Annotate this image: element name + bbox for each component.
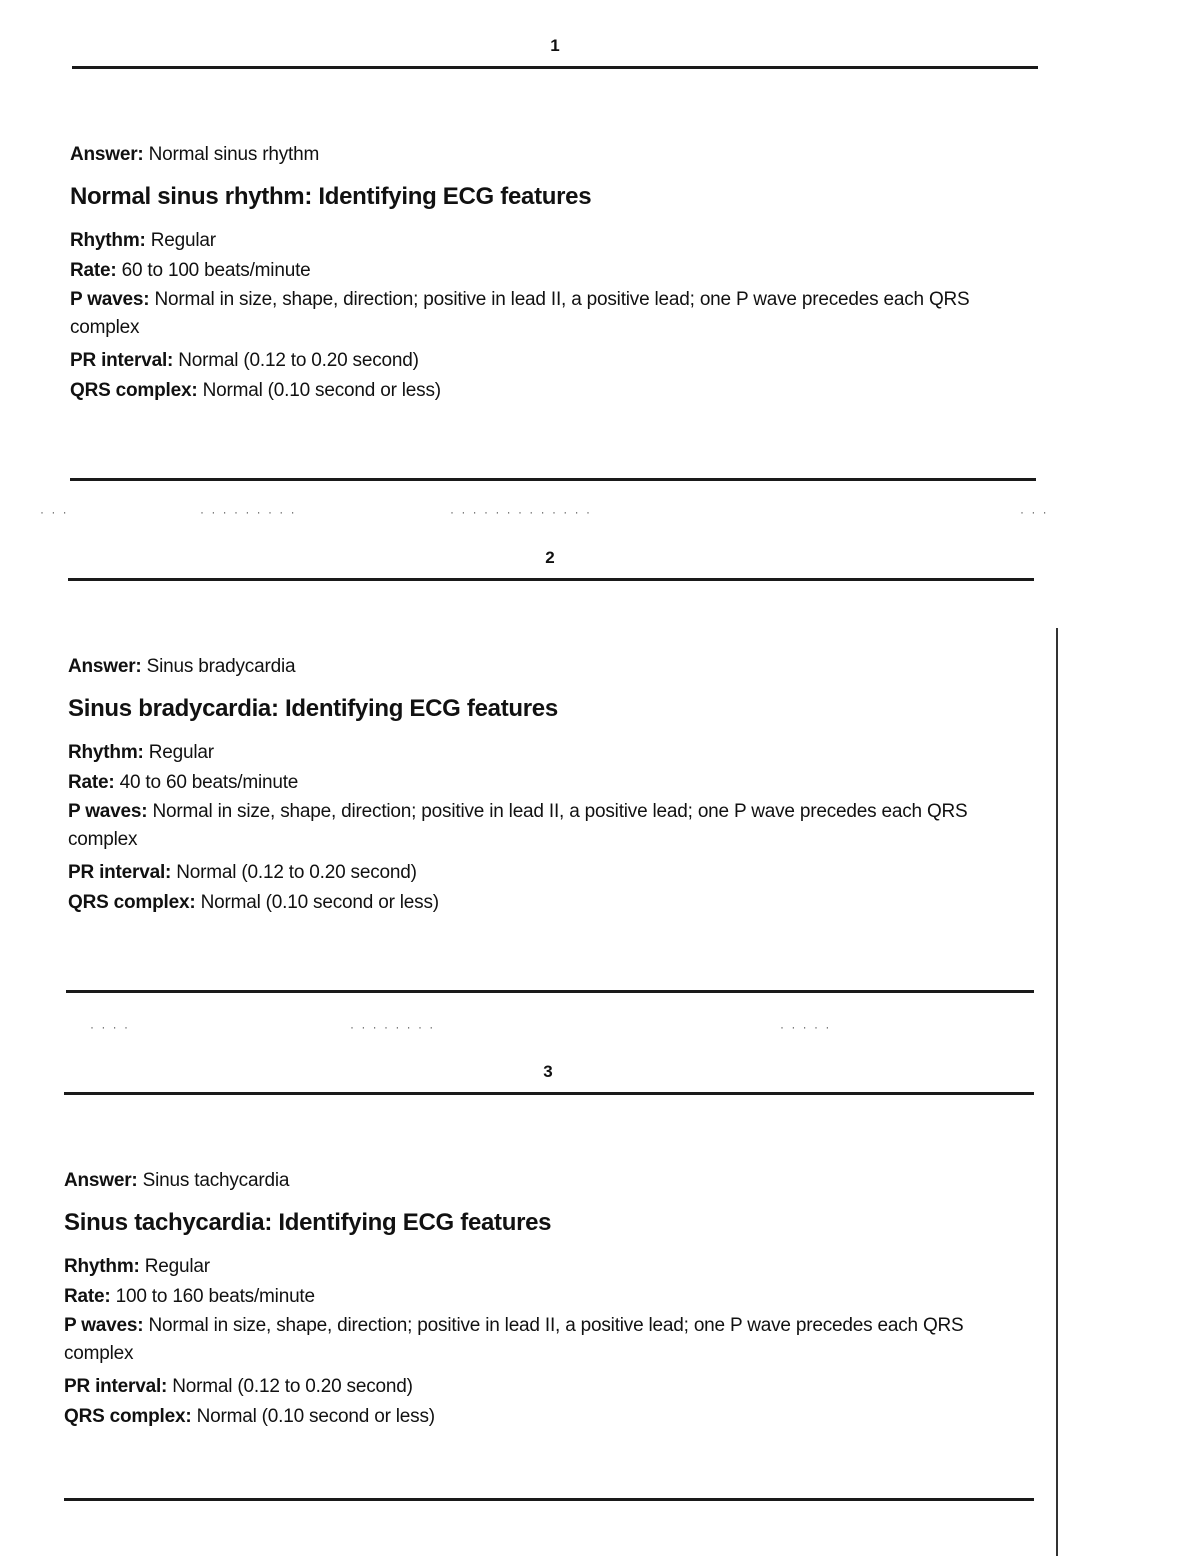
feature-label: QRS complex: (70, 380, 198, 401)
feature-value: Normal in size, shape, direction; positive in lead II, a positive lead; one P wave precedes each QRS complex (68, 801, 968, 850)
feature-rate (64, 1282, 1014, 1312)
feature-rhythm (70, 226, 1020, 256)
feature-pr-interval (68, 858, 1018, 888)
feature-p-waves (64, 1312, 1014, 1368)
feature-label: P waves: (70, 289, 150, 310)
feature-label: P waves: (68, 801, 148, 822)
answer-value: Sinus tachycardia (142, 1170, 290, 1191)
top-rule (68, 578, 1034, 581)
answer-line (70, 144, 319, 166)
feature-label: PR interval: (64, 1376, 168, 1397)
perforation-dots: · · · · · · · · · · · · · (450, 505, 592, 519)
perforation-dots: · · · · · · · · (350, 1020, 436, 1034)
feature-value: 100 to 160 beats/minute (115, 1286, 315, 1307)
feature-value: Regular (144, 1256, 210, 1277)
feature-value: Normal (0.12 to 0.20 second) (176, 862, 417, 883)
features-list (64, 1252, 1014, 1432)
feature-value: Normal in size, shape, direction; positive in lead II, a positive lead; one P wave precedes each QRS complex (64, 1315, 964, 1364)
feature-value: Normal (0.10 second or less) (202, 380, 441, 401)
feature-rhythm (68, 738, 1018, 768)
flashcard-3 (0, 1026, 1200, 1538)
feature-value: 60 to 100 beats/minute (121, 260, 311, 281)
card-number: 3 (543, 1062, 553, 1081)
answer-label: Answer: (68, 656, 142, 677)
bottom-rule (66, 990, 1034, 993)
flashcard-2 (0, 512, 1200, 1034)
feature-value: Normal (0.10 second or less) (200, 892, 439, 913)
card-heading: Sinus tachycardia: Identifying ECG features (64, 1209, 552, 1236)
feature-label: PR interval: (68, 862, 172, 883)
feature-pr-interval (64, 1372, 1014, 1402)
feature-label: Rhythm: (64, 1256, 140, 1277)
bottom-rule (64, 1498, 1034, 1501)
flashcard-1 (0, 0, 1200, 519)
feature-value: Normal (0.12 to 0.20 second) (178, 350, 419, 371)
feature-label: PR interval: (70, 350, 174, 371)
features-list (68, 738, 1018, 918)
feature-value: Normal in size, shape, direction; positive in lead II, a positive lead; one P wave precedes each QRS complex (70, 289, 970, 338)
answer-label: Answer: (64, 1170, 138, 1191)
card-heading: Normal sinus rhythm: Identifying ECG features (70, 183, 592, 210)
feature-label: Rate: (68, 772, 115, 793)
feature-value: Regular (150, 230, 216, 251)
card-number: 2 (545, 548, 555, 567)
feature-rate (70, 256, 1020, 286)
perforation-dots: · · · (40, 505, 69, 519)
feature-label: Rhythm: (70, 230, 146, 251)
perforation-dots: · · · (1020, 505, 1049, 519)
feature-pr-interval (70, 346, 1020, 376)
feature-label: Rate: (64, 1286, 111, 1307)
feature-p-waves (70, 286, 1020, 342)
feature-value: Regular (148, 742, 214, 763)
feature-rhythm (64, 1252, 1014, 1282)
card-number: 1 (550, 36, 560, 55)
feature-value: Normal (0.12 to 0.20 second) (172, 1376, 413, 1397)
feature-label: QRS complex: (68, 892, 196, 913)
perforation-dots: · · · · (90, 1020, 130, 1034)
answer-label: Answer: (70, 144, 144, 165)
bottom-rule (70, 478, 1036, 481)
feature-qrs-complex (64, 1402, 1014, 1432)
feature-rate (68, 768, 1018, 798)
feature-label: Rate: (70, 260, 117, 281)
answer-line (64, 1170, 289, 1192)
features-list (70, 226, 1020, 406)
answer-value: Sinus bradycardia (146, 656, 296, 677)
feature-value: Normal (0.10 second or less) (196, 1406, 435, 1427)
feature-p-waves (68, 798, 1018, 854)
answer-value: Normal sinus rhythm (148, 144, 320, 165)
answer-line (68, 656, 295, 678)
feature-label: QRS complex: (64, 1406, 192, 1427)
feature-qrs-complex (70, 376, 1020, 406)
perforation-dots: · · · · · (780, 1020, 832, 1034)
perforation-dots: · · · · · · · · · (200, 505, 297, 519)
top-rule (64, 1092, 1034, 1095)
feature-label: Rhythm: (68, 742, 144, 763)
feature-label: P waves: (64, 1315, 144, 1336)
top-rule (72, 66, 1038, 69)
page-margin-line (1056, 628, 1058, 1556)
feature-value: 40 to 60 beats/minute (119, 772, 299, 793)
card-heading: Sinus bradycardia: Identifying ECG features (68, 695, 558, 722)
feature-qrs-complex (68, 888, 1018, 918)
